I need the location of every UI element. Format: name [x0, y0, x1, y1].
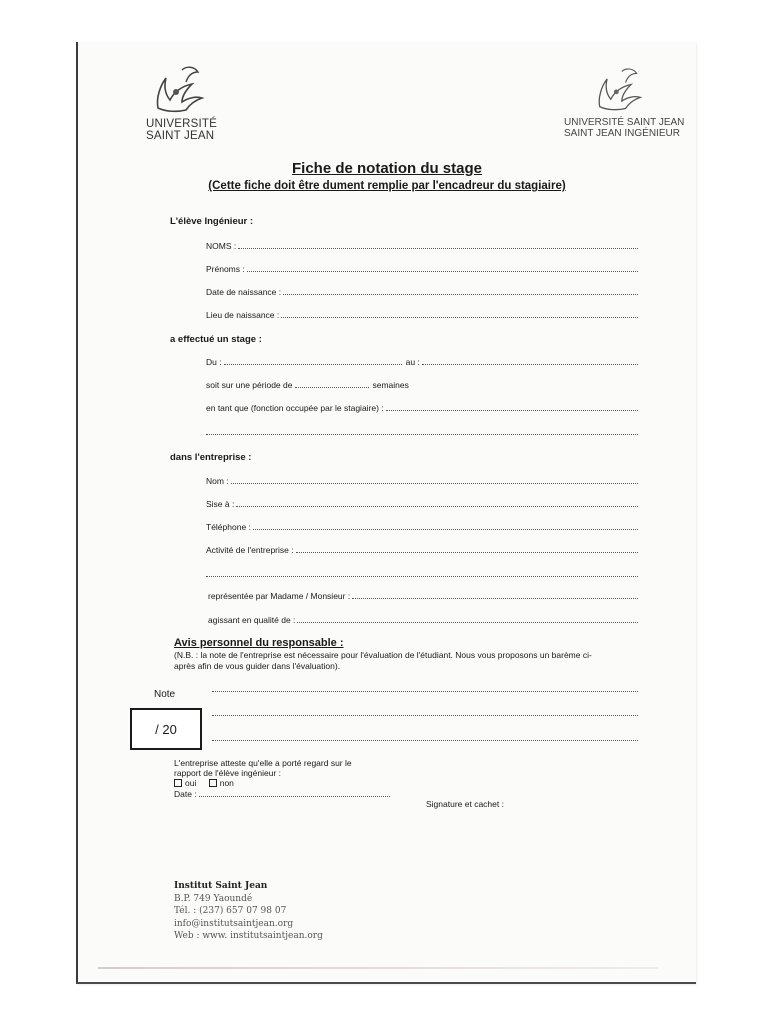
attestation-text: [174, 758, 394, 799]
field-fonction-line-2[interactable]: [206, 433, 638, 435]
field-noms[interactable]: [206, 240, 638, 251]
field-telephone-label: Téléphone :: [206, 522, 251, 532]
footer-bp: B.P. 749 Yaoundé: [174, 893, 253, 904]
attestation-line2: rapport de l'élève ingénieur :: [174, 768, 281, 778]
section-stage-heading: a effectué un stage :: [170, 334, 262, 345]
logo-left-line1: UNIVERSITÉ: [146, 118, 218, 130]
field-lieu-naissance-line[interactable]: [281, 309, 638, 318]
field-nom-label: Nom :: [206, 476, 229, 486]
field-periode-line[interactable]: [295, 379, 369, 388]
field-activite-label: Activité de l'entreprise :: [206, 545, 294, 555]
checkbox-non[interactable]: [209, 779, 217, 787]
section-entreprise-heading: dans l'entreprise :: [170, 452, 252, 463]
field-qualite-label: agissant en qualité de :: [208, 615, 296, 625]
field-telephone-line[interactable]: [253, 521, 638, 530]
field-du-line[interactable]: [224, 356, 402, 365]
logo-right-line2: SAINT JEAN INGÉNIEUR: [564, 128, 680, 139]
logo-left-text: [146, 118, 217, 142]
form-page: [76, 42, 696, 984]
dove-logo-right-icon: [594, 66, 646, 114]
field-periode-suffix: semaines: [372, 380, 409, 390]
note-score-box[interactable]: [130, 708, 202, 750]
avis-nb-line1: (N.B. : la note de l'entreprise est nécessaire pour l'évaluation de l'étudiant. Nous vous proposons un barème ci-: [174, 650, 592, 660]
field-telephone[interactable]: [206, 521, 638, 532]
field-prenoms-line[interactable]: [247, 263, 638, 272]
footer-contact: [174, 880, 323, 943]
field-fonction-label: en tant que (fonction occupée par le stagiaire) :: [206, 403, 384, 413]
field-du-label: Du :: [206, 357, 222, 367]
field-periode-prefix: soit sur une période de: [206, 380, 293, 390]
footer-email: info@institutsaintjean.org: [174, 918, 294, 929]
dove-logo-icon: [152, 64, 208, 116]
avis-nb-text: [174, 650, 644, 672]
avis-line-1[interactable]: [212, 690, 638, 692]
footer-web: Web : www. institutsaintjean.org: [174, 931, 323, 941]
field-sise-line[interactable]: [236, 498, 638, 507]
attestation-line1: L'entreprise atteste qu'elle a porté regard sur le: [174, 758, 352, 768]
footer-institution: Institut Saint Jean: [174, 881, 268, 891]
footer-tel: Tél. : (237) 657 07 98 07: [174, 906, 287, 916]
signature-label: Signature et cachet :: [426, 799, 504, 809]
field-periode[interactable]: [206, 379, 409, 390]
field-noms-label: NOMS :: [206, 241, 237, 251]
bottom-divider: [98, 967, 658, 969]
note-label: Note: [154, 689, 176, 700]
section-avis-heading: Avis personnel du responsable :: [174, 637, 344, 649]
field-qualite-line[interactable]: [297, 614, 638, 623]
field-lieu-naissance[interactable]: [206, 309, 638, 320]
field-prenoms-label: Prénoms :: [206, 264, 245, 274]
option-oui-label: oui: [185, 778, 197, 788]
field-sise[interactable]: [206, 498, 638, 509]
field-lieu-naissance-label: Lieu de naissance :: [206, 310, 280, 320]
option-non-label: non: [219, 778, 234, 788]
field-du-au[interactable]: [206, 356, 638, 367]
logo-right-text: [564, 117, 684, 139]
field-au-line[interactable]: [422, 356, 638, 365]
field-nom-line[interactable]: [231, 475, 638, 484]
logo-left-line2: SAINT JEAN: [146, 130, 215, 142]
field-date[interactable]: [174, 788, 390, 799]
field-noms-line[interactable]: [238, 240, 638, 249]
field-au-label: au :: [405, 357, 420, 367]
form-title: Fiche de notation du stage: [291, 160, 482, 177]
field-qualite[interactable]: [208, 614, 638, 625]
field-date-naissance-line[interactable]: [283, 286, 638, 295]
field-activite-line[interactable]: [296, 544, 638, 553]
logo-right-line1: UNIVERSITÉ SAINT JEAN: [564, 117, 685, 128]
field-date-naissance[interactable]: [206, 286, 638, 297]
note-score-value: / 20: [155, 721, 177, 737]
field-representee-line[interactable]: [352, 590, 638, 599]
field-date-label: Date :: [174, 789, 197, 799]
field-date-naissance-label: Date de naissance :: [206, 287, 282, 297]
field-representee[interactable]: [208, 590, 638, 601]
checkbox-oui[interactable]: [174, 779, 182, 787]
field-fonction-line[interactable]: [386, 402, 638, 411]
field-representee-label: représentée par Madame / Monsieur :: [208, 591, 351, 601]
field-prenoms[interactable]: [206, 263, 638, 274]
field-date-line[interactable]: [199, 788, 390, 797]
field-fonction[interactable]: [206, 402, 638, 413]
avis-nb-line2: après afin de vous guider dans l'évaluation).: [174, 661, 341, 671]
field-nom[interactable]: [206, 475, 638, 486]
field-sise-label: Sise à :: [206, 499, 235, 509]
attestation-options: [174, 778, 394, 788]
avis-line-2[interactable]: [212, 714, 638, 716]
form-subtitle: (Cette fiche doit être dument remplie par l'encadreur du stagiaire): [208, 180, 566, 192]
field-activite-line-2[interactable]: [206, 575, 638, 577]
avis-line-3[interactable]: [212, 739, 638, 741]
field-activite[interactable]: [206, 544, 638, 555]
section-eleve-heading: L'élève Ingénieur :: [170, 216, 254, 227]
